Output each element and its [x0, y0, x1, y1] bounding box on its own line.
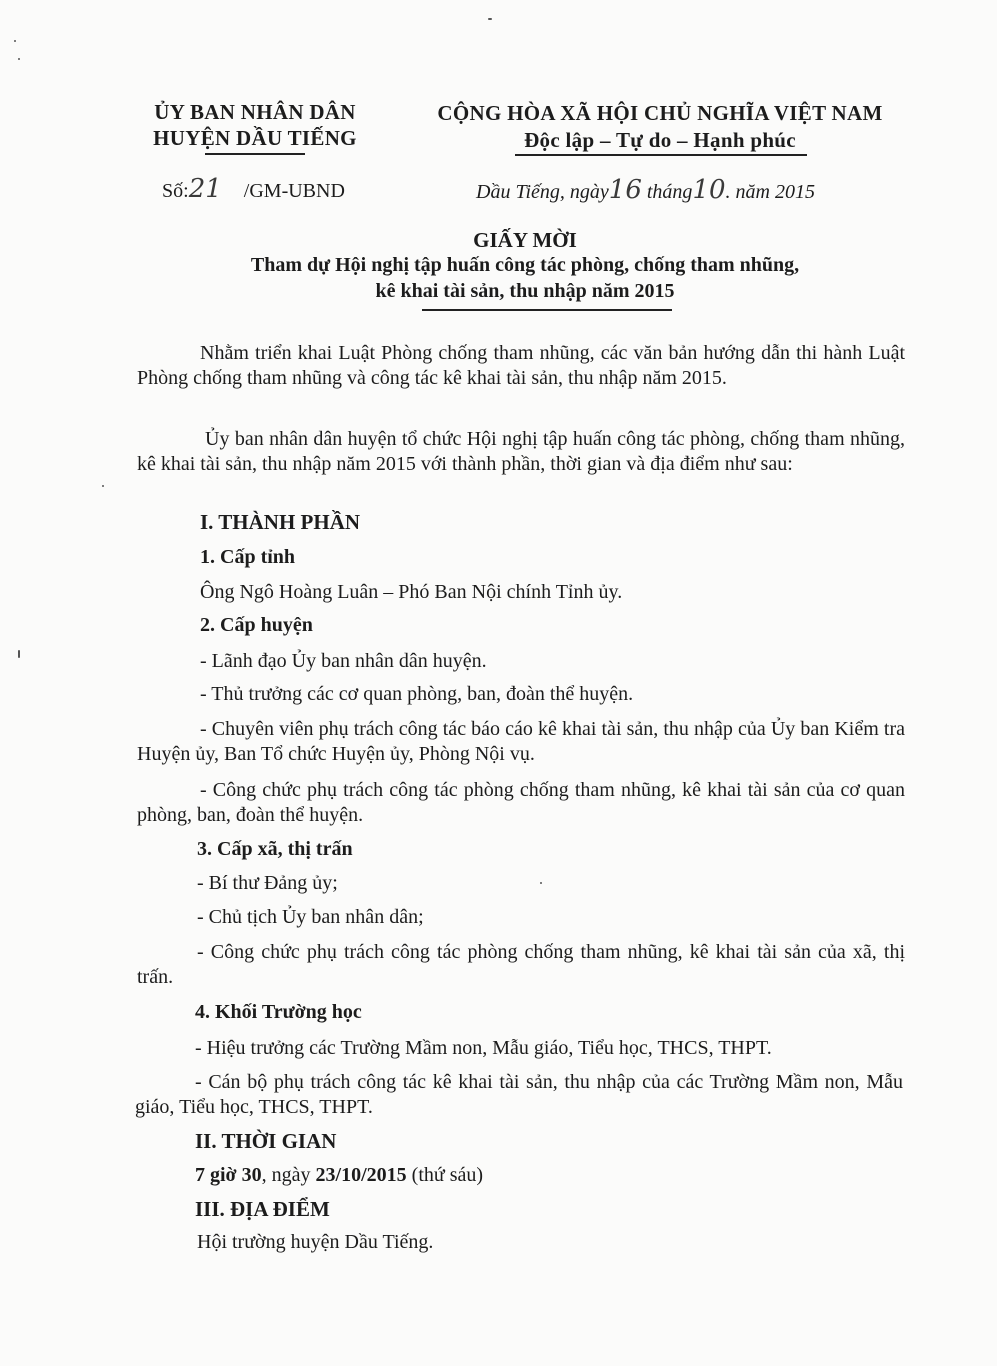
- scan-speck: [18, 58, 20, 60]
- title-underline: [422, 309, 672, 311]
- scan-speck: [14, 40, 16, 42]
- document-subtitle-line1: Tham dự Hội nghị tập huấn công tác phòng, chống tham nhũng,: [250, 254, 800, 276]
- subsection-3-item: - Bí thư Đảng ủy;: [197, 872, 338, 894]
- subsection-4-item: - Cán bộ phụ trách công tác kê khai tài sản, thu nhập của các Trường Mầm non, Mẫu giáo, Tiểu học, THCS, THPT.: [135, 1071, 903, 1118]
- document-number: [162, 174, 345, 204]
- date-day-handwritten: 16: [608, 175, 642, 205]
- doc-number-prefix: Số:: [162, 180, 189, 202]
- subsection-2-item: - Thủ trưởng các cơ quan phòng, ban, đoàn thể huyện.: [200, 683, 634, 705]
- meeting-date: 23/10/2015: [315, 1164, 407, 1186]
- subsection-2-item: - Lãnh đạo Ủy ban nhân dân huyện.: [200, 650, 487, 672]
- agency-name-line2: HUYỆN DẦU TIẾNG: [153, 126, 357, 150]
- subsection-4-item: - Hiệu trưởng các Trường Mầm non, Mẫu giáo, Tiểu học, THCS, THPT.: [195, 1037, 772, 1059]
- subsection-1-heading: 1. Cấp tỉnh: [200, 546, 296, 568]
- date-month-label: tháng: [646, 181, 693, 203]
- subsection-4-heading: 4. Khối Trường học: [195, 1001, 362, 1023]
- date-year: . năm 2015: [725, 181, 815, 203]
- document-title: GIẤY MỜI: [473, 228, 577, 252]
- doc-number-suffix: /GM-UBND: [243, 180, 345, 202]
- subsection-3-item: - Công chức phụ trách công tác phòng chống tham nhũng, kê khai tài sản của xã, thị trấn.: [137, 941, 905, 988]
- nation-motto: Độc lập – Tự do – Hạnh phúc: [524, 128, 796, 152]
- subsection-3-item: - Chủ tịch Ủy ban nhân dân;: [197, 906, 424, 928]
- meeting-weekday: (thứ sáu): [406, 1164, 484, 1186]
- meeting-hour: 7 giờ 30: [195, 1164, 262, 1186]
- scan-speck: [488, 18, 492, 20]
- meeting-date-prefix: , ngày: [261, 1164, 316, 1186]
- subsection-2-item: - Công chức phụ trách công tác phòng chống tham nhũng, kê khai tài sản của cơ quan phòng, ban, đoàn thể huyện.: [137, 779, 905, 826]
- intro-paragraph-1: Nhằm triển khai Luật Phòng chống tham nhũng, các văn bản hướng dẫn thi hành Luật Phòng chống tham nhũng và công tác kê khai tài sản, thu nhập năm 2015.: [137, 342, 905, 389]
- document-subtitle-line2: kê khai tài sản, thu nhập năm 2015: [375, 280, 675, 302]
- subsection-2-heading: 2. Cấp huyện: [200, 614, 313, 636]
- date-prefix: Dầu Tiếng, ngày: [476, 181, 609, 203]
- section-1-heading: I. THÀNH PHẦN: [200, 510, 361, 534]
- date-line: [476, 175, 815, 205]
- scan-speck: [102, 485, 104, 487]
- subsection-2-item: - Chuyên viên phụ trách công tác báo cáo kê khai tài sản, thu nhập của Ủy ban Kiểm tra Huyện ủy, Ban Tổ chức Huyện ủy, Phòng Nội vụ.: [137, 718, 905, 765]
- motto-underline: [515, 154, 807, 156]
- scan-speck: [18, 650, 20, 658]
- scan-speck: [540, 882, 542, 884]
- agency-name-line1: ỦY BAN NHÂN DÂN: [154, 100, 356, 124]
- meeting-time: [195, 1163, 483, 1187]
- section-3-heading: III. ĐỊA ĐIỂM: [195, 1197, 330, 1221]
- subsection-3-heading: 3. Cấp xã, thị trấn: [197, 838, 353, 860]
- date-month-handwritten: 10: [692, 175, 726, 205]
- nation-name: CỘNG HÒA XÃ HỘI CHỦ NGHĨA VIỆT NAM: [437, 101, 883, 125]
- subsection-1-item: Ông Ngô Hoàng Luân – Phó Ban Nội chính Tỉnh ủy.: [200, 581, 623, 603]
- agency-underline: [205, 153, 305, 155]
- meeting-place: Hội trường huyện Dầu Tiếng.: [197, 1231, 434, 1253]
- section-2-heading: II. THỜI GIAN: [195, 1129, 337, 1153]
- doc-number-handwritten: 21: [188, 174, 222, 204]
- intro-paragraph-2: Ủy ban nhân dân huyện tổ chức Hội nghị tập huấn công tác phòng, chống tham nhũng, kê khai tài sản, thu nhập năm 2015 với thành phần, thời gian và địa điểm như sau:: [137, 428, 905, 475]
